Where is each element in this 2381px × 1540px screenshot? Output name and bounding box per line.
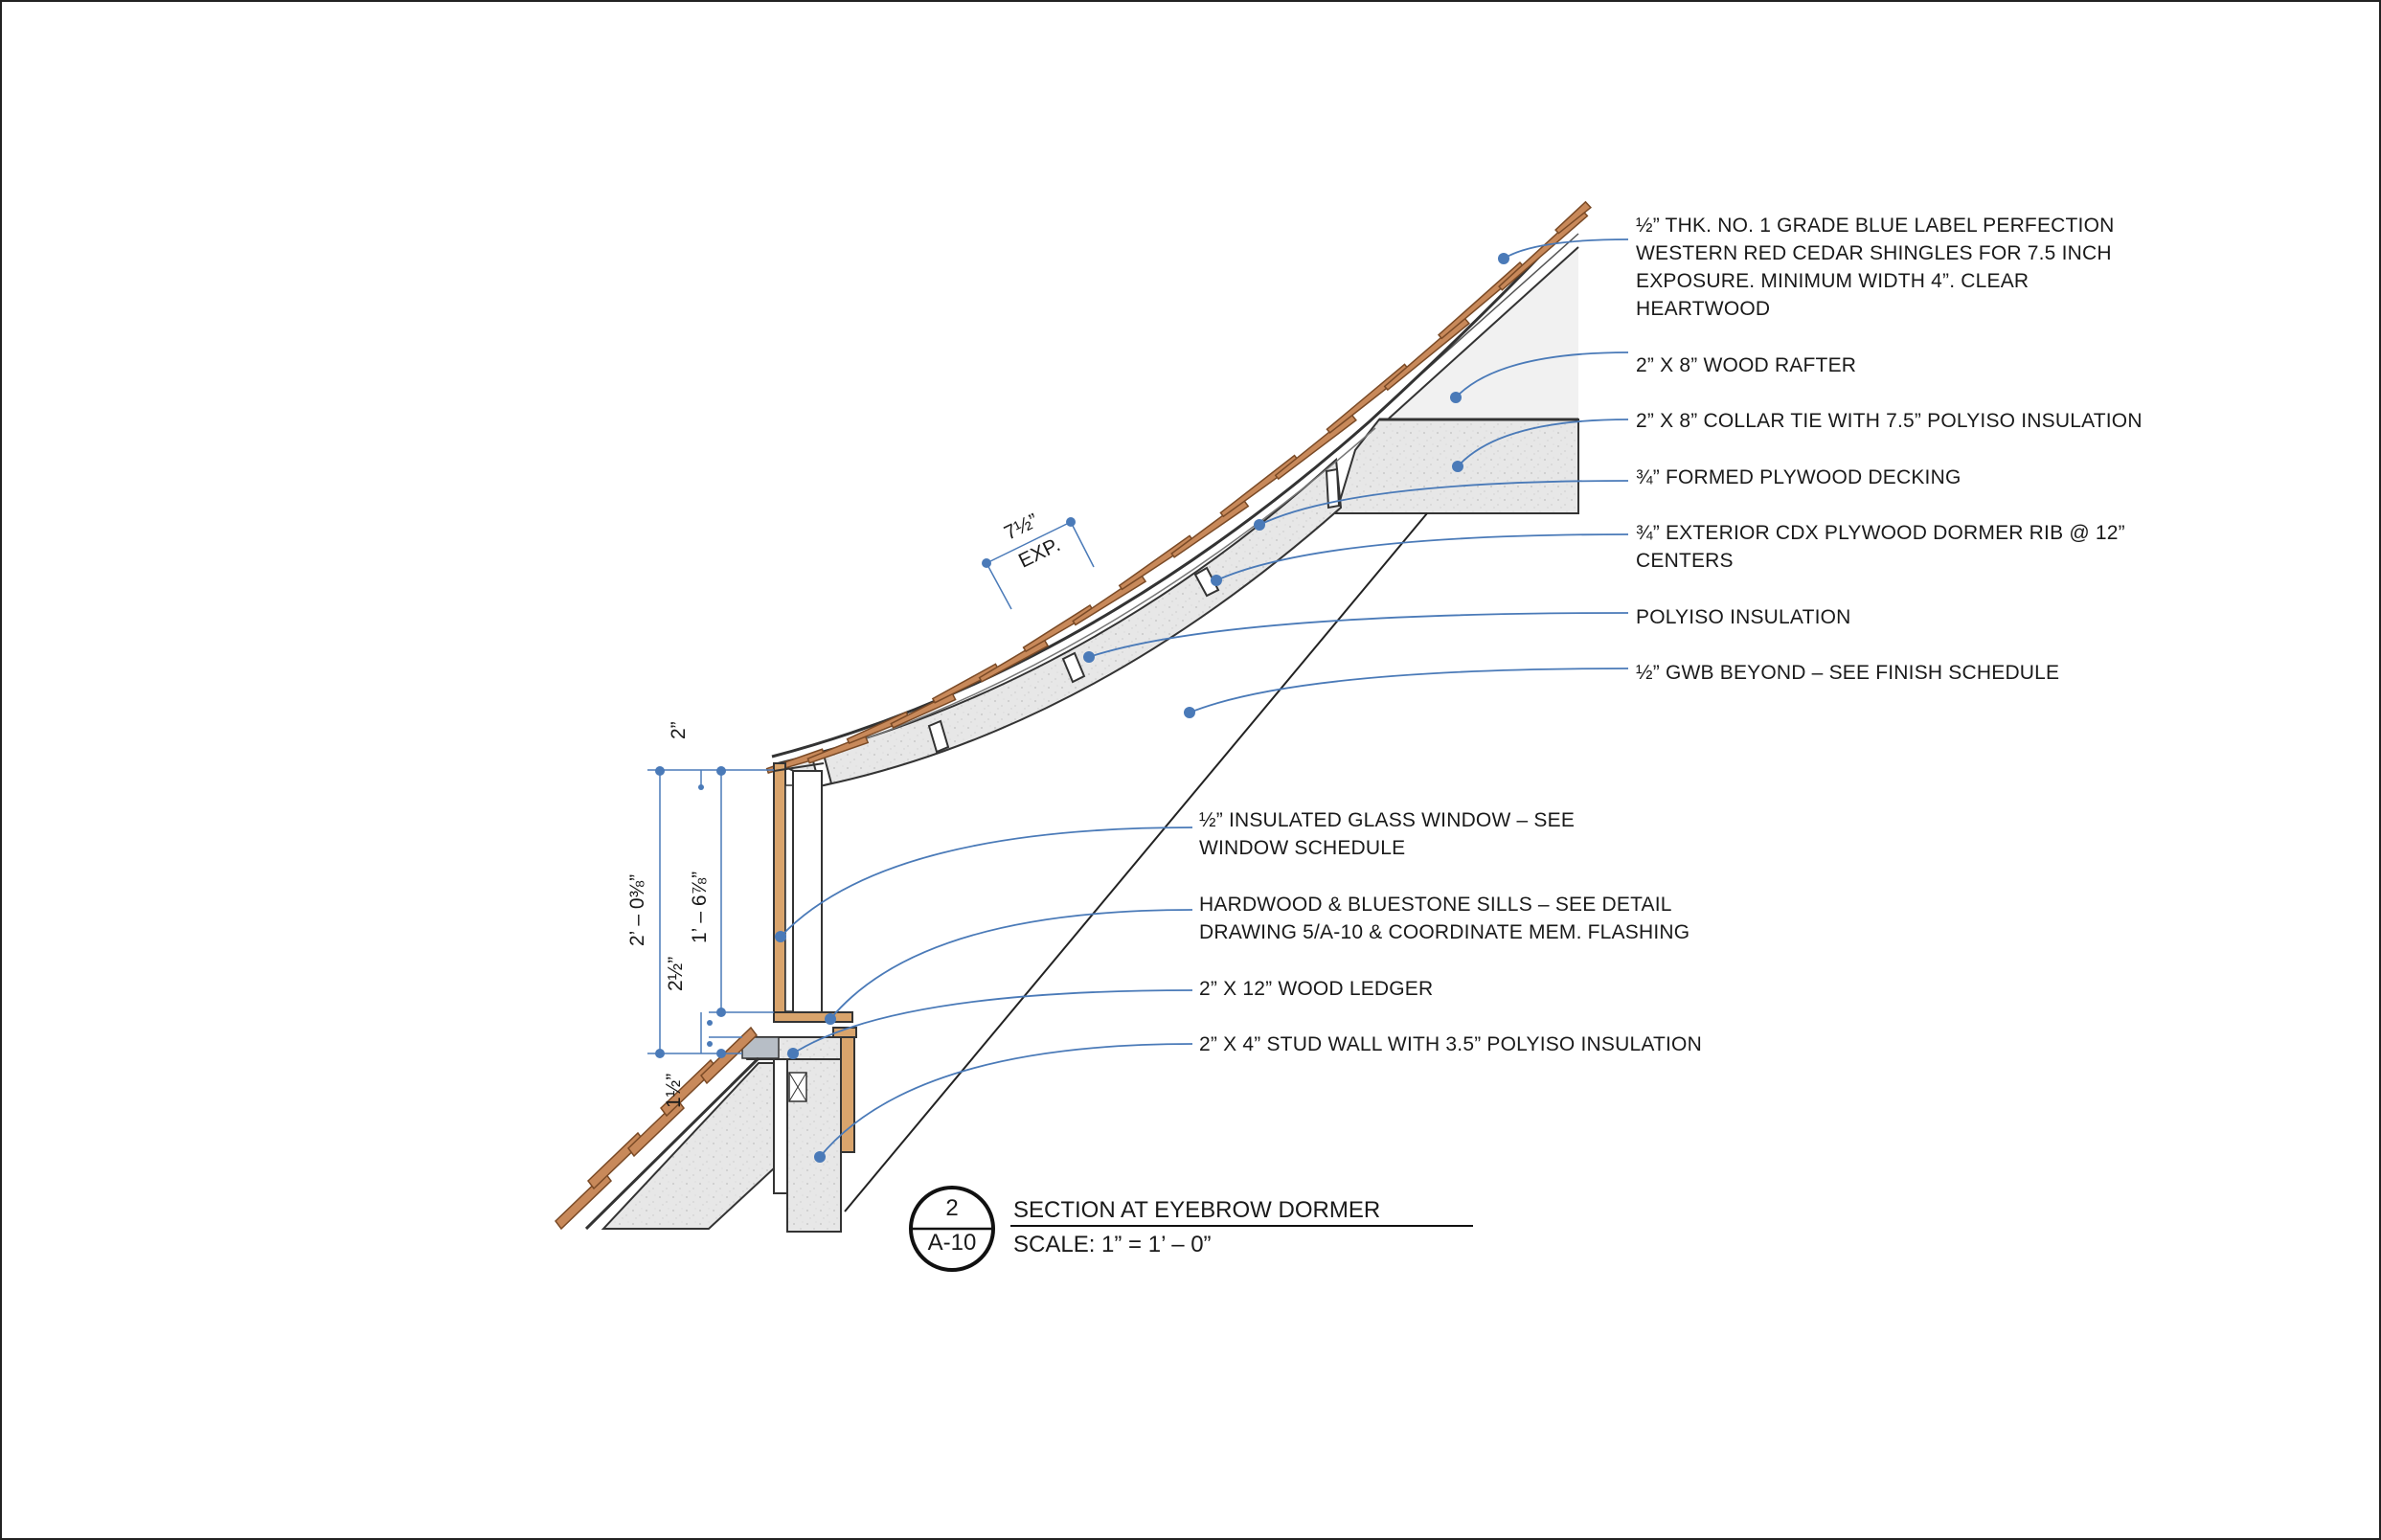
leader-dot — [1083, 651, 1095, 663]
hardwood-sill — [774, 1012, 852, 1022]
dim-exposure: 7½” — [1001, 510, 1042, 545]
callout-line: WINDOW SCHEDULE — [1199, 837, 1406, 859]
callout-note — [1636, 603, 1851, 631]
plywood-decking-inner — [778, 428, 1375, 766]
callout-line: 2” X 8” WOOD RAFTER — [1636, 354, 1857, 376]
dim-top: 2” — [668, 721, 690, 739]
callout-line: HEARTWOOD — [1636, 298, 1771, 320]
callout-line: DRAWING 5/A-10 & COORDINATE MEM. FLASHING — [1199, 921, 1690, 943]
callout-line: ¾” FORMED PLYWOOD DECKING — [1636, 466, 1961, 488]
dim-sill: 2½” — [665, 956, 687, 991]
dimension-lines — [647, 522, 1094, 1053]
drawing-title: SECTION AT EYEBROW DORMER — [1013, 1197, 1381, 1223]
window-jamb — [793, 771, 822, 1012]
leader-dots — [775, 253, 1509, 1163]
callout-note — [1636, 464, 1961, 491]
leader-line — [781, 827, 1192, 937]
leader-line — [820, 1044, 1192, 1157]
drawing-scale: SCALE: 1” = 1’ – 0” — [1013, 1232, 1212, 1257]
callout-note — [1636, 519, 2125, 575]
leader-line — [830, 910, 1192, 1019]
callout-note — [1636, 659, 2059, 687]
callout-note — [1636, 407, 2143, 435]
leader-line — [1190, 668, 1628, 713]
shingle — [1276, 415, 1356, 480]
leader-dot — [1450, 392, 1462, 403]
callout-note — [1199, 806, 1575, 862]
leader-dot — [787, 1048, 799, 1059]
callout-note — [1636, 351, 1856, 379]
leader-dot — [1184, 707, 1195, 718]
leader-dot — [1452, 461, 1463, 472]
callout-line: EXPOSURE. MINIMUM WIDTH 4”. CLEAR — [1636, 270, 2030, 292]
shingle — [556, 1173, 611, 1229]
shingle — [628, 1100, 684, 1156]
dim-exposure-note: EXP. — [1015, 533, 1064, 573]
callout-line: WESTERN RED CEDAR SHINGLES FOR 7.5 INCH — [1636, 242, 2112, 264]
callout-line: HARDWOOD & BLUESTONE SILLS – SEE DETAIL — [1199, 894, 1672, 916]
stud-bottom-plate — [774, 1059, 787, 1193]
callout-line: ½” GWB BEYOND – SEE FINISH SCHEDULE — [1636, 662, 2060, 684]
callout-line: ¾” EXTERIOR CDX PLYWOOD DORMER RIB @ 12” — [1636, 522, 2125, 544]
dim-glass: 1’ – 6⅞” — [689, 871, 711, 943]
callout-note — [1199, 891, 1689, 946]
leader-dot — [825, 1013, 836, 1025]
callout-line: 2” X 12” WOOD LEDGER — [1199, 978, 1434, 1000]
leader-dot — [775, 931, 786, 942]
callout-line: ½” INSULATED GLASS WINDOW – SEE — [1199, 809, 1576, 831]
window-glass — [785, 785, 793, 1011]
detail-number: 2 — [945, 1195, 959, 1221]
callout-note — [1636, 212, 2115, 323]
leader-line — [1504, 239, 1628, 259]
callout-line: POLYISO INSULATION — [1636, 606, 1851, 628]
dim-bottom: 1½” — [663, 1073, 685, 1108]
dimension-dots — [655, 517, 1076, 1058]
callout-note — [1199, 975, 1433, 1003]
leader-dot — [1211, 575, 1222, 586]
dim-overall: 2’ – 0⅜” — [626, 873, 648, 946]
callout-line: 2” X 4” STUD WALL WITH 3.5” POLYISO INSULATION — [1199, 1033, 1702, 1055]
window-head-frame — [774, 763, 785, 1012]
callout-line: ½” THK. NO. 1 GRADE BLUE LABEL PERFECTION — [1636, 215, 2115, 237]
callout-line: 2” X 8” COLLAR TIE WITH 7.5” POLYISO INSULATION — [1636, 410, 2143, 432]
callout-line: CENTERS — [1636, 550, 1734, 572]
sheet-number: A-10 — [927, 1230, 977, 1256]
callout-note — [1199, 1030, 1702, 1058]
leader-dot — [1254, 519, 1265, 531]
leader-dot — [814, 1151, 826, 1163]
leader-dot — [1498, 253, 1509, 264]
